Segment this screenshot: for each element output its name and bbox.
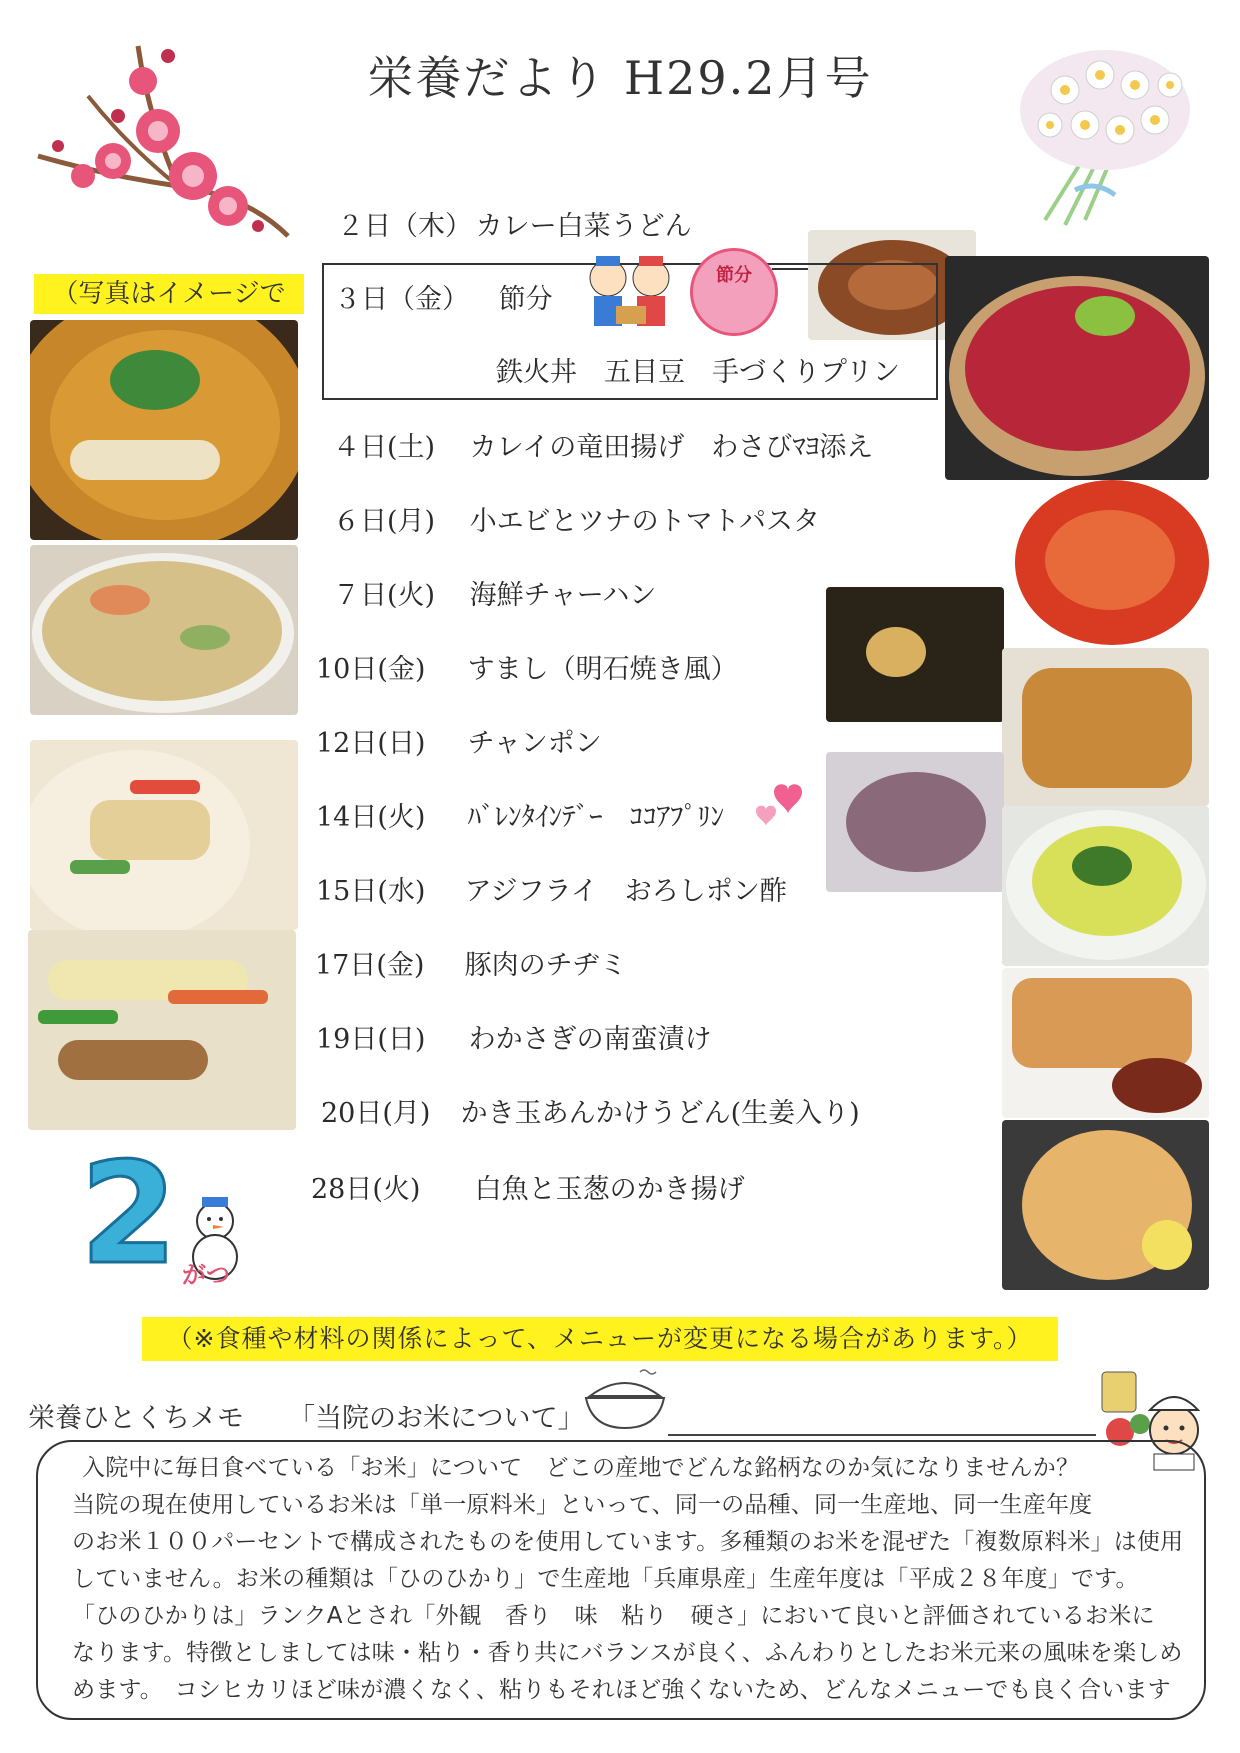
curry-udon-photo (30, 320, 298, 540)
rice-bowl-icon (582, 1366, 668, 1432)
memo-line: めます。 コシヒカリほど味が濃くなく、粘りもそれほど強くないため、どんなメニューでも良く合います (72, 1677, 1171, 1703)
menu-dish: かき玉あんかけうどん(生姜入り) (460, 1098, 860, 1129)
memo-line: なります。特徴としましては味・粘り・香り共にバランスが良く、ふんわりとしたお米元来の風味を楽しめ (72, 1640, 1183, 1666)
shirauo-kakiage-photo (1002, 1120, 1209, 1290)
menu-date: 10日(金) (316, 654, 426, 685)
menu-dish: カレイの竜田揚げ わさびﾏﾖ添え (469, 432, 874, 463)
menu-row (333, 573, 656, 612)
menu-dish: 節分 (498, 284, 553, 315)
menu-date: 14日(火) (316, 802, 426, 833)
menu-row (316, 1017, 712, 1056)
menu-dish: 海鮮チャーハン (469, 580, 657, 611)
menu-date: 20日(月) (321, 1098, 431, 1129)
karei-tatsuta-photo (1002, 648, 1209, 806)
menu-row (311, 1167, 745, 1206)
menu-date: 19日(日) (316, 1024, 426, 1055)
hearts-icon (748, 780, 812, 836)
shrimp-tuna-pasta-photo (1015, 480, 1209, 645)
chijimi-photo (1002, 968, 1209, 1118)
page-title: 栄養だより H29.2月号 (367, 51, 873, 105)
setsubun-badge (690, 248, 778, 336)
flower-bouquet-illustration (1005, 30, 1205, 230)
menu-row (337, 204, 692, 243)
menu-date: ３日（金） (334, 284, 469, 315)
photo-image-note: （写真はイメージで (34, 274, 304, 314)
menu-row (333, 425, 873, 464)
menu-date: ２日（木） (337, 211, 472, 242)
setsubun-oni-kids-illustration (576, 250, 686, 330)
memo-line: 当院の現在使用しているお米は「単一原料米」といって、同一の品種、同一生産地、同一生産年度 (72, 1492, 1093, 1518)
memo-topic: 「当院のお米について」 (288, 1403, 585, 1434)
menu-row (321, 1091, 860, 1130)
memo-underline (668, 1434, 1096, 1436)
menu-dish: 白魚と玉葱のかき揚げ (474, 1174, 745, 1205)
menu-date: ７日(火) (333, 580, 436, 611)
menu-row (334, 277, 553, 316)
champon-noodle-photo (30, 740, 298, 930)
menu-date: 12日(日) (316, 728, 426, 759)
kakitama-udon-photo (1002, 806, 1209, 966)
menu-dish: すまし（明石焼き風） (467, 654, 738, 685)
memo-line: 「ひのひかりは」ランクAとされ「外観 香り 味 粘り 硬さ」において良いと評価されているお米に (72, 1603, 1155, 1629)
setsubun-badge-label: 節分 (716, 265, 752, 286)
menu-dish: わかさぎの南蛮漬け (468, 1024, 712, 1055)
menu-dish: カレー白菜うどん (475, 211, 692, 242)
menu-row (316, 721, 602, 760)
menu-row-sub (496, 350, 900, 389)
seafood-fried-rice-photo (30, 545, 298, 715)
menu-change-notice: （※食種や材料の関係によって、メニューが変更になる場合があります。） (142, 1317, 1058, 1361)
month-badge (80, 1133, 260, 1296)
memo-heading: 栄養ひとくちメモ (28, 1403, 244, 1434)
memo-line: していません。お米の種類は「ひのひかり」で生産地「兵庫県産」生産年度は「平成２８年度」です。 (72, 1566, 1139, 1592)
menu-row (333, 499, 820, 538)
memo-line: 入院中に毎日食べている「お米」について どこの産地でどんな銘柄なのか気になりませんか？ (82, 1455, 1080, 1481)
cocoa-pudding-photo (826, 752, 1004, 892)
menu-dish: アジフライ おろしポン酢 (464, 876, 787, 907)
menu-row (316, 647, 738, 686)
menu-dish-detail: 鉄火丼 五目豆 手づくりプリン (496, 357, 900, 388)
menu-dish: ﾊﾞﾚﾝﾀｲﾝﾃﾞｰ ｺｺｱﾌﾟﾘﾝ (467, 802, 725, 833)
menu-row (316, 795, 724, 834)
month-label: がつ (182, 1261, 230, 1289)
menu-dish: チャンポン (467, 728, 602, 759)
menu-dish: 小エビとツナのトマトパスタ (469, 506, 821, 537)
menu-dish: 豚肉のチヂミ (464, 950, 627, 981)
menu-date: 15日(水) (316, 876, 426, 907)
tekka-don-photo (945, 256, 1209, 480)
wakasagi-nanban-photo (28, 930, 296, 1130)
month-number: 2 (80, 1133, 178, 1296)
memo-line: のお米１００パーセントで構成されたものを使用しています。多種類のお米を混ぜた「複数原料米」は使用 (72, 1529, 1184, 1555)
menu-row (316, 869, 787, 908)
menu-date: ４日(土) (333, 432, 436, 463)
plum-blossom-illustration (28, 36, 298, 246)
connector-line (772, 268, 808, 270)
menu-date: 17日(金) (315, 950, 425, 981)
menu-date: 28日(火) (311, 1174, 421, 1205)
menu-date: ６日(月) (333, 506, 436, 537)
menu-row (315, 943, 627, 982)
akashiyaki-soup-photo (826, 587, 1004, 722)
